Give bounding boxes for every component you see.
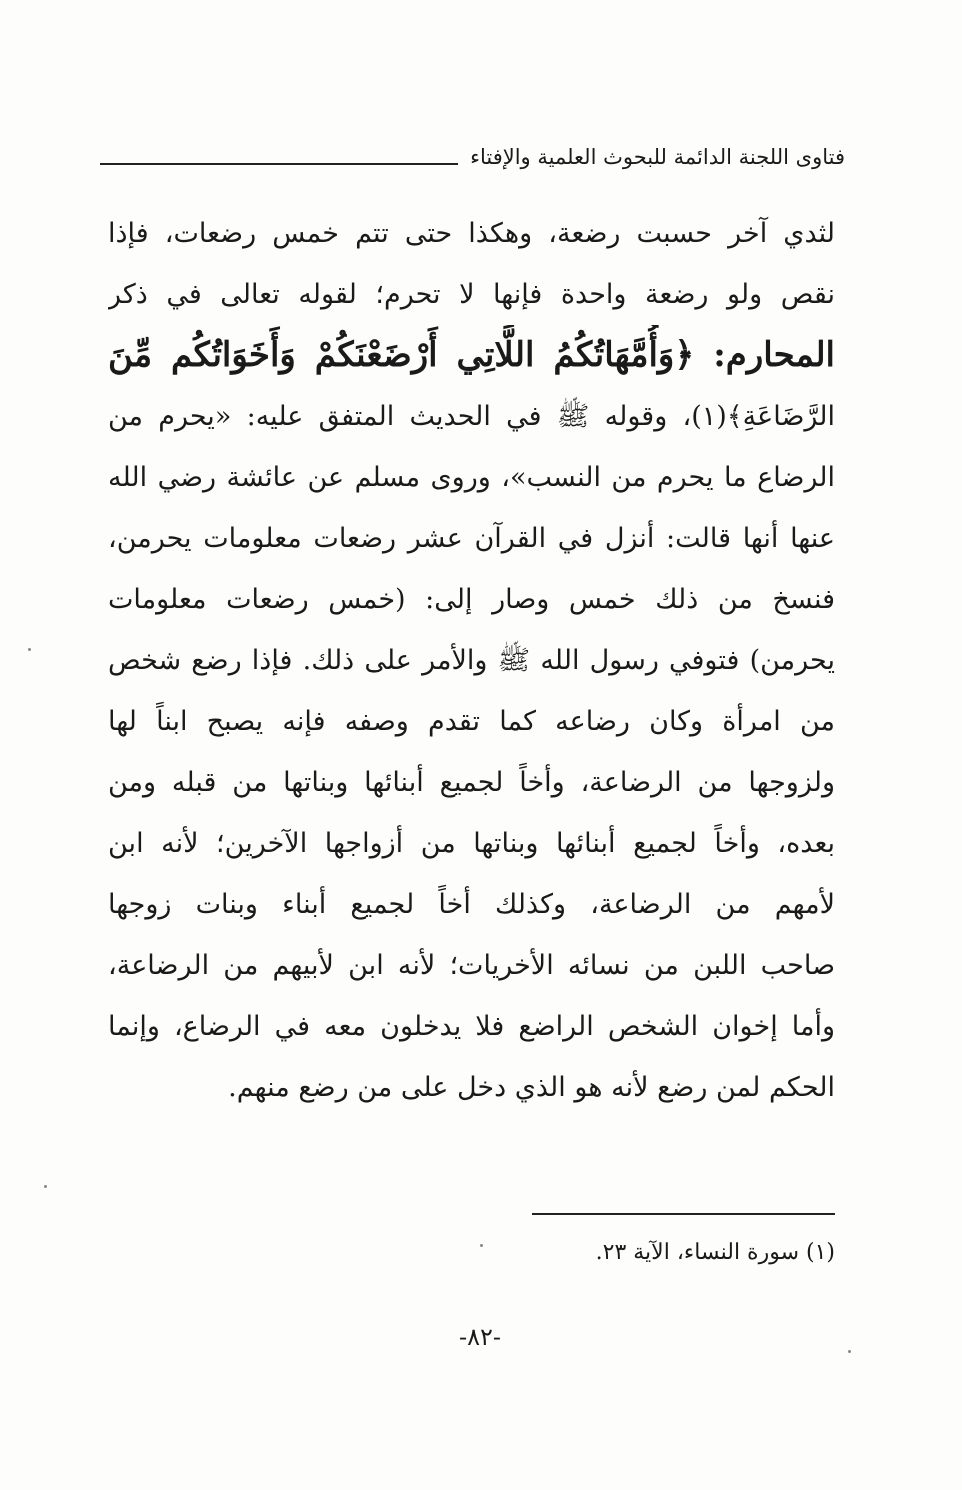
text-line: بعده، وأخاً لجميع أبنائها وبناتها من أزواجها الآخرين؛ لأنه ابن [108,828,835,859]
text-line: صاحب اللبن من نسائه الأخريات؛ لأنه ابن لأبيهم من الرضاعة، [108,950,835,981]
text-line-final: الحكم لمن رضع لأنه هو الذي دخل على من رضع منهم. [228,1072,835,1103]
scan-speck [848,1350,851,1353]
text-line: نقص ولو رضعة واحدة فإنها لا تحرم؛ لقوله تعالى في ذكر [108,279,835,310]
book-title: فتاوى اللجنة الدائمة للبحوث العلمية والإفتاء [470,145,845,169]
footnote: (١) سورة النساء، الآية ٢٣. [595,1240,835,1265]
text-line: ولزوجها من الرضاعة، وأخاً لجميع أبنائها وبناتها من قبله ومن [108,767,835,798]
page-number: -٨٢- [459,1323,501,1351]
text-line: من امرأة وكان رضاعه كما تقدم وصفه فإنه يصبح ابناً لها [108,706,835,737]
fatwa-text [108,203,835,1118]
text-line: عنها أنها قالت: أنزل في القرآن عشر رضعات معلومات يحرمن، [108,523,835,554]
text-line: وأما إخوان الشخص الراضع فلا يدخلون معه في الرضاع، وإنما [108,1011,835,1042]
text-line: لثدي آخر حسبت رضعة، وهكذا حتى تتم خمس رضعات، فإذا [108,218,835,249]
footnote-rule [532,1213,835,1215]
header-rule [100,163,458,165]
text-line: فنسخ من ذلك خمس وصار إلى: (خمس رضعات معلومات [108,584,835,615]
text-line-hadith: الرَّضَاعَةِ﴾(١)، وقوله ﷺ في الحديث المتفق عليه: «يحرم من [108,401,835,432]
scan-speck [28,648,31,651]
running-header [100,126,845,172]
scan-speck [480,1244,483,1247]
scan-speck [44,1185,47,1188]
text-line: لأمهم من الرضاعة، وكذلك أخاً لجميع أبناء وبنات زوجها [108,889,835,920]
text-line-hadith: الرضاع ما يحرم من النسب»، وروى مسلم عن عائشة رضي الله [108,462,835,493]
text-line: يحرمن) فتوفي رسول الله ﷺ والأمر على ذلك. فإذا رضع شخص [108,645,835,676]
text-line-quran-verse: المحارم: ﴿وَأُمَّهَاتُكُمُ اللَّاتِي أَرْضَعْنَكُمْ وَأَخَوَاتُكُم مِّنَ [108,335,835,375]
